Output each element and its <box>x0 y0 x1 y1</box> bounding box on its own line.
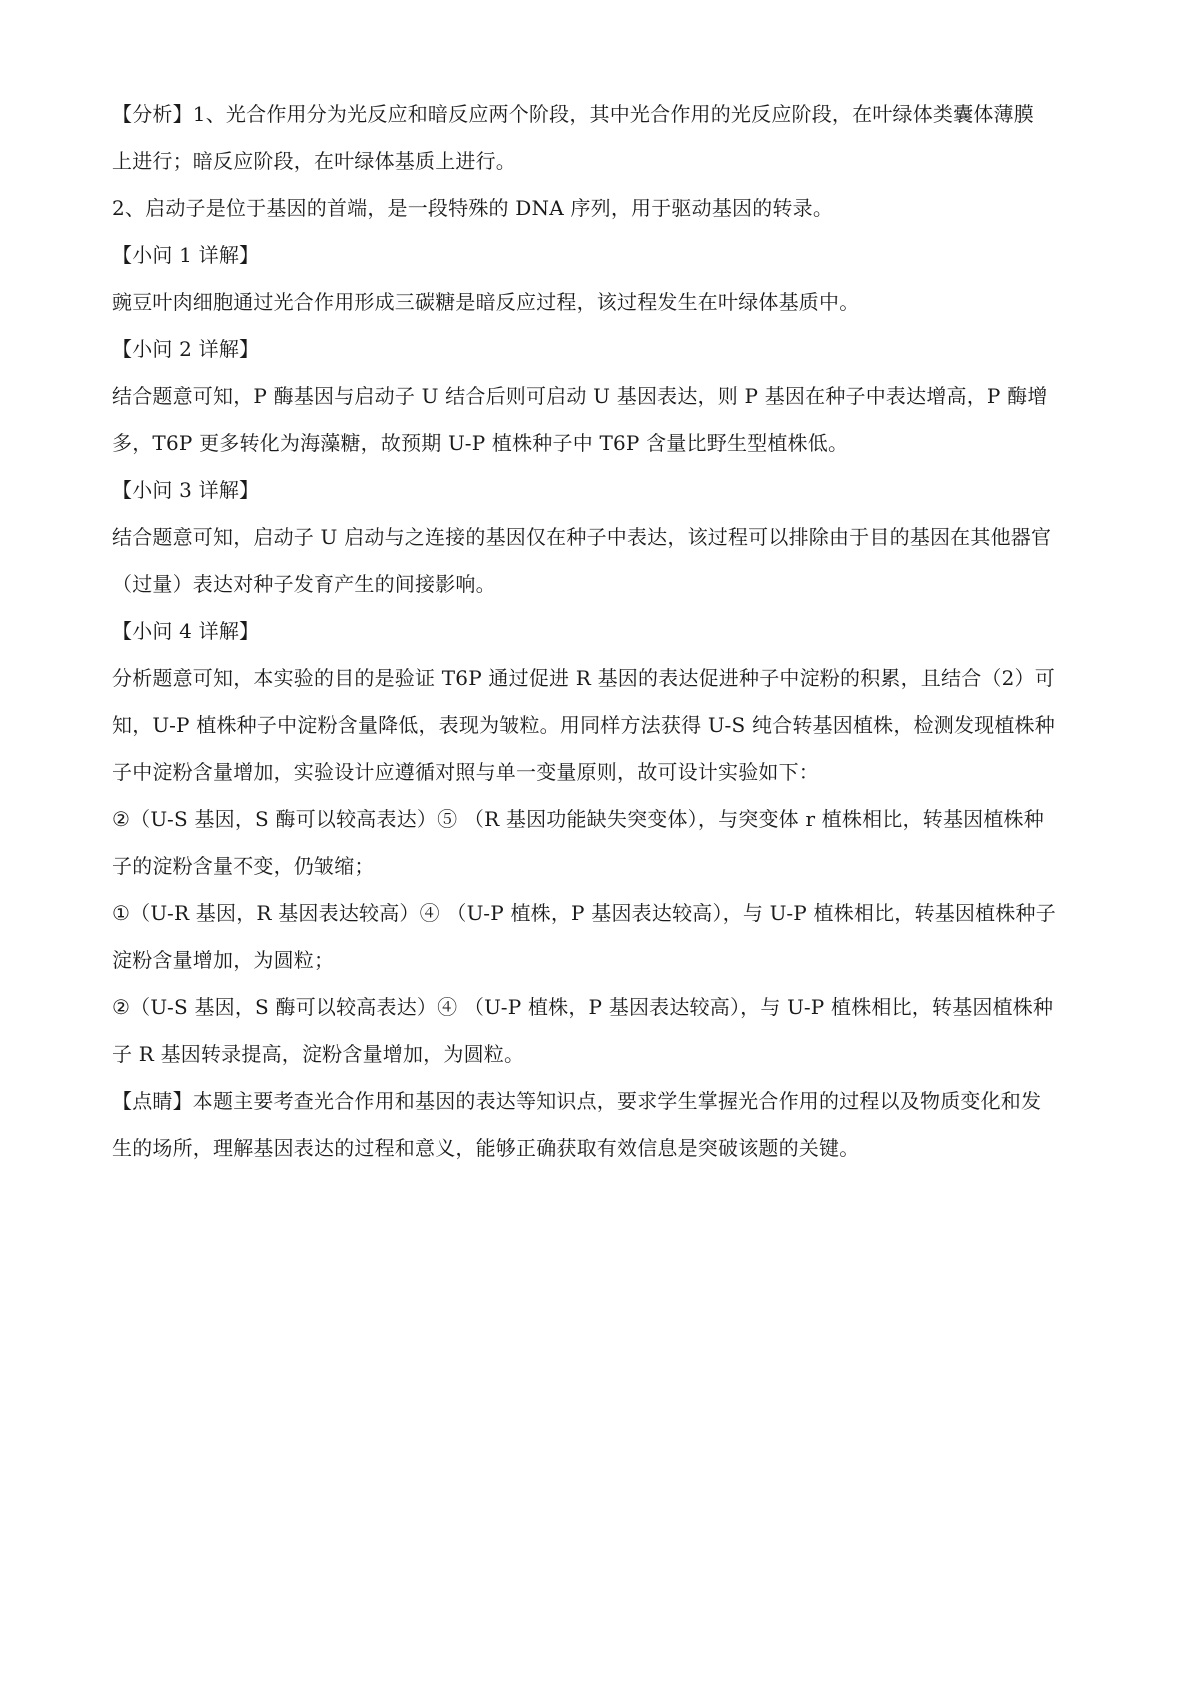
subquestion-3-answer-line-1: 结合题意可知，启动子 U 启动与之连接的基因仅在种子中表达，该过程可以排除由于目的基因在其他器官 <box>112 525 1052 549</box>
subquestion-1-answer: 豌豆叶肉细胞通过光合作用形成三碳糖是暗反应过程，该过程发生在叶绿体基质中。 <box>112 290 860 314</box>
experiment-1-line-2: 子的淀粉含量不变，仍皱缩； <box>112 854 375 878</box>
subquestion-1-heading: 【小问 1 详解】 <box>112 243 260 267</box>
subquestion-4-heading: 【小问 4 详解】 <box>112 619 260 643</box>
subquestion-2-answer-line-1: 结合题意可知，P 酶基因与启动子 U 结合后则可启动 U 基因表达，则 P 基因在种子中表达增高，P 酶增 <box>112 384 1048 408</box>
analysis-line-3: 2、启动子是位于基因的首端，是一段特殊的 DNA 序列，用于驱动基因的转录。 <box>112 196 834 220</box>
experiment-2-line-2: 淀粉含量增加，为圆粒； <box>112 948 335 972</box>
subquestion-2-answer-line-2: 多，T6P 更多转化为海藻糖，故预期 U-P 植株种子中 T6P 含量比野生型植株低。 <box>112 431 849 455</box>
experiment-3-line-1: ②（U-S 基因，S 酶可以较高表达）④ （U-P 植株，P 基因表达较高），与 U-P 植株相比，转基因植株种 <box>112 995 1054 1019</box>
experiment-2-line-1: ①（U-R 基因，R 基因表达较高）④ （U-P 植株，P 基因表达较高），与 U-P 植株相比，转基因植株种子 <box>112 901 1056 925</box>
subquestion-3-answer-line-2: （过量）表达对种子发育产生的间接影响。 <box>112 572 496 596</box>
subquestion-4-answer-line-3: 子中淀粉含量增加，实验设计应遵循对照与单一变量原则，故可设计实验如下： <box>112 760 819 784</box>
analysis-line-2: 上进行；暗反应阶段，在叶绿体基质上进行。 <box>112 149 516 173</box>
analysis-line-1: 【分析】1、光合作用分为光反应和暗反应两个阶段，其中光合作用的光反应阶段，在叶绿体类囊体薄膜 <box>112 102 1034 126</box>
commentary-line-2: 生的场所，理解基因表达的过程和意义，能够正确获取有效信息是突破该题的关键。 <box>112 1136 860 1160</box>
experiment-1-line-1: ②（U-S 基因，S 酶可以较高表达）⑤ （R 基因功能缺失突变体），与突变体 r 植株相比，转基因植株种 <box>112 807 1044 831</box>
subquestion-3-heading: 【小问 3 详解】 <box>112 478 260 502</box>
experiment-3-line-2: 子 R 基因转录提高，淀粉含量增加，为圆粒。 <box>112 1042 525 1066</box>
subquestion-4-answer-line-1: 分析题意可知，本实验的目的是验证 T6P 通过促进 R 基因的表达促进种子中淀粉的积累，且结合（2）可 <box>112 666 1055 690</box>
commentary-line-1: 【点睛】本题主要考查光合作用和基因的表达等知识点，要求学生掌握光合作用的过程以及物质变化和发 <box>112 1089 1042 1113</box>
subquestion-2-heading: 【小问 2 详解】 <box>112 337 260 361</box>
subquestion-4-answer-line-2: 知，U-P 植株种子中淀粉含量降低，表现为皱粒。用同样方法获得 U-S 纯合转基因植株，检测发现植株种 <box>112 713 1055 737</box>
